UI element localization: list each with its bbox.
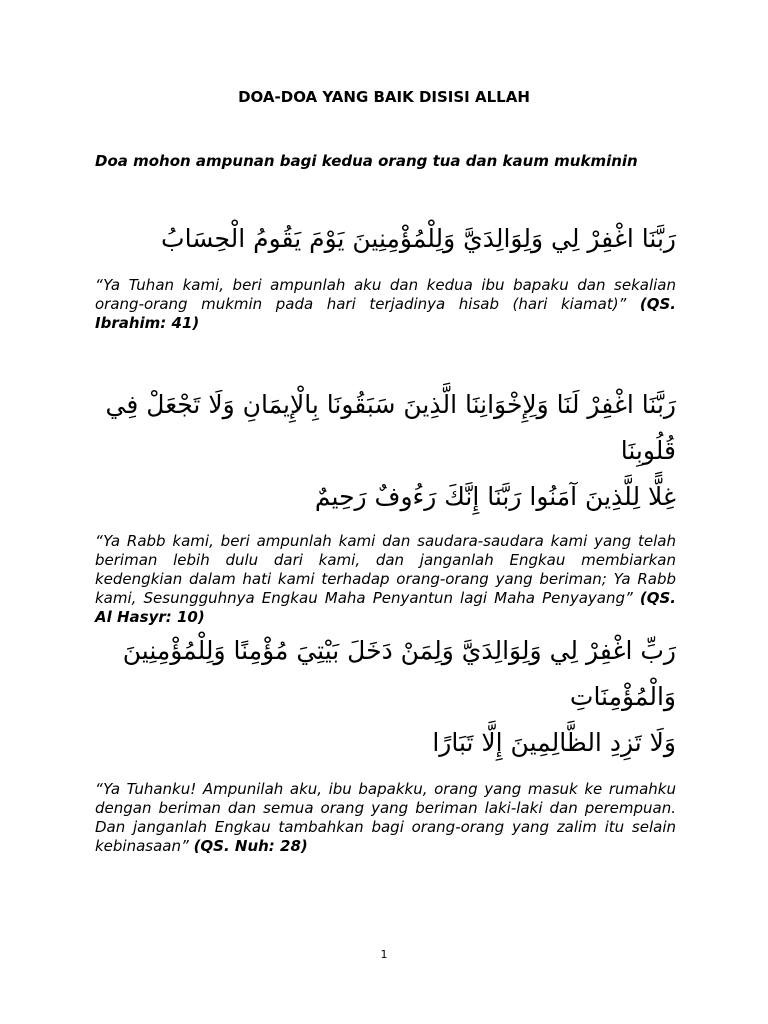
arabic-line: غِلًّا لِلَّذِينَ آمَنُوا رَبَّنَا إِنَّكَ رَءُوفٌ رَحِيمٌ	[314, 482, 676, 511]
prayer-1	[95, 216, 676, 333]
translation-text: “Ya Tuhan kami, beri ampunlah aku dan kedua ibu bapaku dan sekalian orang-orang mukmin pada hari terjadinya hisab (hari kiamat)”	[95, 276, 676, 313]
arabic-line: رَبِّ اغْفِرْ لِي وَلِوَالِدَيَّ وَلِمَنْ دَخَلَ بَيْتِيَ مُؤْمِنًا وَلِلْمُؤْمِنِينَ وَالْمُؤْمِنَاتِ	[122, 636, 676, 711]
translation-text: “Ya Tuhanku! Ampunilah aku, ibu bapakku, orang yang masuk ke rumahku dengan beriman dan semua orang yang beriman laki-laki dan perempuan. Dan janganlah Engkau tambahkan bagi orang-orang yang zalim itu selain kebinasaan”	[95, 780, 676, 855]
page-title: DOA-DOA YANG BAIK DISISI ALLAH	[238, 88, 530, 106]
verse-reference: (QS. Al Hasyr: 10)	[95, 589, 676, 626]
arabic-verse	[95, 216, 676, 262]
translation	[95, 276, 676, 333]
verse-reference: (QS. Nuh: 28)	[193, 837, 308, 855]
translation	[95, 532, 676, 627]
prayer-2	[95, 382, 676, 627]
arabic-line: رَبَّنَا اغْفِرْ لَنَا وَلِإِخْوَانِنَا الَّذِينَ سَبَقُونَا بِالْإِيمَانِ وَلَا تَجْعَلْ فِي قُلُوبِنَا	[105, 390, 676, 465]
arabic-line: رَبَّنَا اغْفِرْ لِي وَلِوَالِدَيَّ وَلِلْمُؤْمِنِينَ يَوْمَ يَقُومُ الْحِسَابُ	[161, 224, 676, 253]
page-number: 1	[380, 948, 388, 961]
translation-text: “Ya Rabb kami, beri ampunlah kami dan saudara-saudara kami yang telah beriman lebih dulu dari kami, dan janganlah Engkau membiarkan kedengkian dalam hati kami terhadap orang-orang yang beriman; Ya Rabb kami, Sesungguhnya Engkau Maha Penyantun lagi Maha Penyayang”	[95, 532, 676, 607]
arabic-line: وَلَا تَزِدِ الظَّالِمِينَ إِلَّا تَبَارًا	[432, 728, 676, 757]
prayer-3	[95, 628, 676, 856]
arabic-verse	[95, 628, 676, 766]
arabic-verse	[95, 382, 676, 520]
verse-reference: (QS. Ibrahim: 41)	[95, 295, 676, 332]
translation	[95, 780, 676, 856]
section-subtitle: Doa mohon ampunan bagi kedua orang tua dan kaum mukminin	[95, 152, 638, 170]
